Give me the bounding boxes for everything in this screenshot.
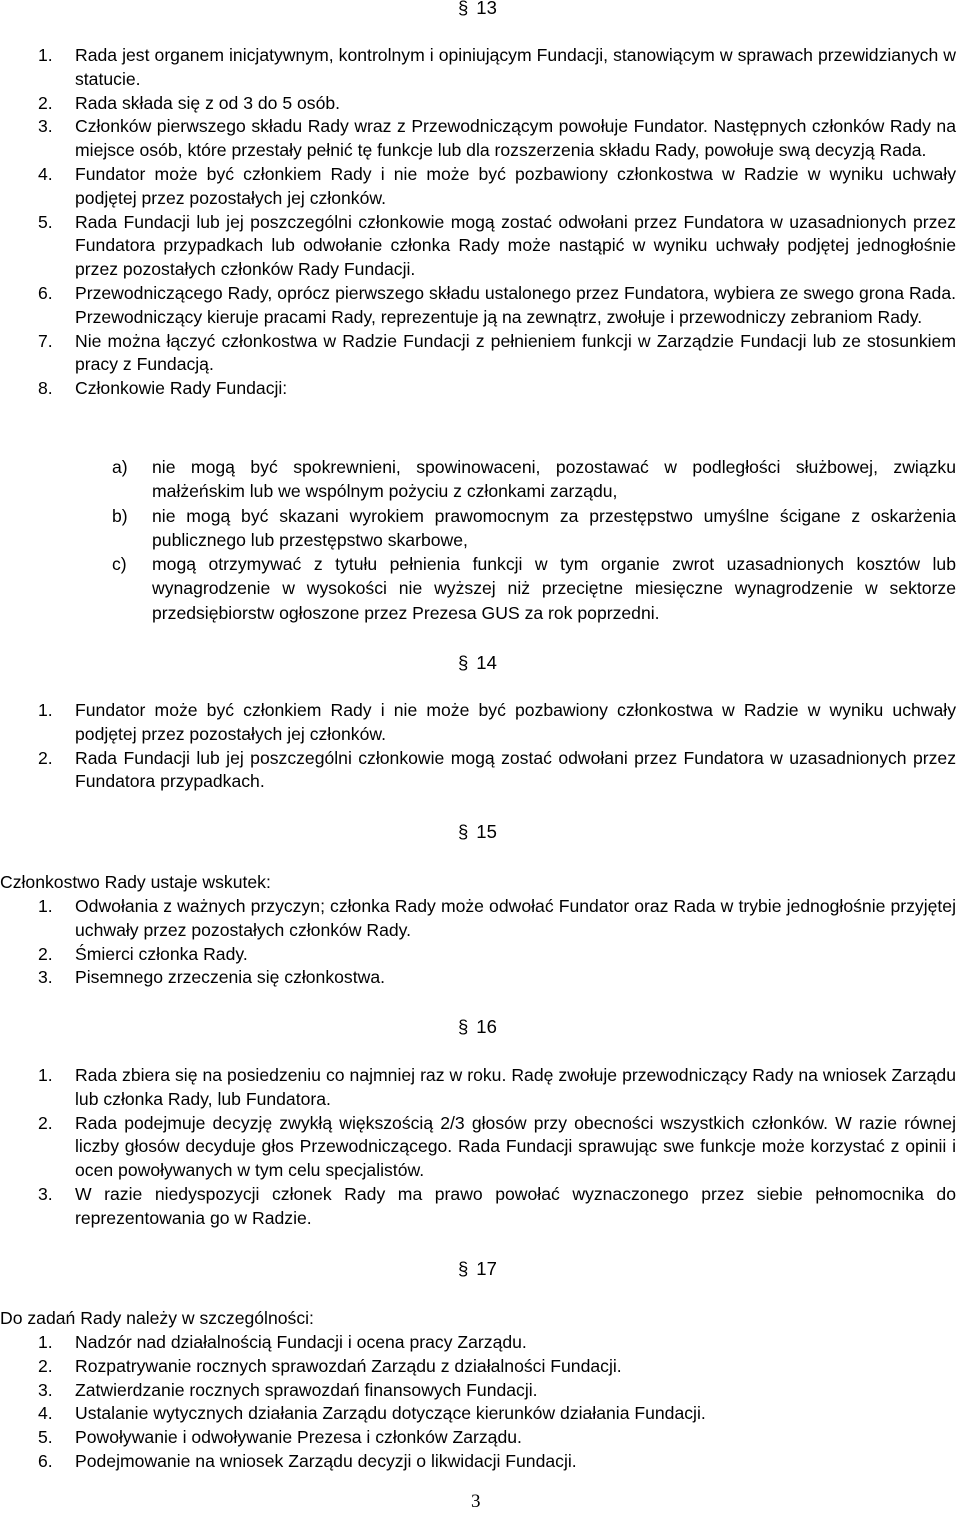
sub-item-letter: b)	[112, 505, 128, 526]
item-number: 8.	[38, 378, 53, 399]
page-number: 3	[471, 1491, 481, 1512]
item-text: Ustalanie wytycznych działania Zarządu dotyczące kierunków działania Fundacji.	[75, 1403, 706, 1424]
item-number: 4.	[38, 1403, 53, 1424]
item-number: 5.	[38, 1427, 53, 1448]
list-item	[38, 966, 956, 990]
section-16-list	[38, 1064, 956, 1231]
item-number: 2.	[38, 1355, 53, 1376]
item-text: Podejmowanie na wniosek Zarządu decyzji o likwidacji Fundacji.	[75, 1450, 577, 1471]
item-number: 4.	[38, 163, 53, 184]
list-item	[38, 115, 956, 163]
sub-item-letter: a)	[112, 457, 128, 477]
list-item	[38, 1379, 956, 1403]
item-number: 3.	[38, 1183, 53, 1204]
section-17-list	[38, 1331, 956, 1474]
item-text: Rozpatrywanie rocznych sprawozdań Zarządu z działalności Fundacji.	[75, 1355, 622, 1376]
section-number: 15	[476, 821, 497, 842]
item-text: Rada jest organem inicjatywnym, kontrolnym i opiniującym Fundacji, stanowiącym w sprawach przewidzianych w statucie.	[75, 45, 956, 89]
section-14-list	[38, 699, 956, 794]
list-item	[38, 1402, 956, 1426]
item-text: Rada podejmuje decyzję zwykłą większością 2/3 głosów przy obecności wszystkich członków. W razie równej liczby głosów decyduje głos Przewodniczącego. Rada Fundacji sprawując swe funkcje może korzystać z opinii i ocen powoływanych w tym celu specjalistów.	[75, 1112, 956, 1181]
section-15-heading	[458, 821, 497, 843]
section-16-heading	[458, 1016, 497, 1038]
section-15-intro: Członkostwo Rady ustaje wskutek:	[0, 872, 271, 892]
item-number: 2.	[38, 92, 53, 113]
sub-item-text: nie mogą być skazani wyrokiem prawomocnym za przestępstwo umyślne ścigane z oskarżenia publicznego lub przestępstwo skarbowe,	[152, 505, 956, 550]
item-number: 1.	[38, 1332, 53, 1352]
item-number: 1.	[38, 700, 53, 720]
item-text: Rada Fundacji lub jej poszczególni członkowie mogą zostać odwołani przez Fundatora w uzasadnionych przez Fundatora przypadkach lub odwołanie członka Rady może nastąpić w wyniku uchwały podjętej jednogłośnie przez pozostałych członków Rady Fundacji.	[75, 211, 956, 280]
section-15-list	[38, 895, 956, 990]
section-number: 14	[476, 652, 497, 673]
item-number: 2.	[38, 747, 53, 768]
list-item	[38, 1112, 956, 1183]
list-item	[38, 211, 956, 282]
item-text: Rada zbiera się na posiedzeniu co najmniej raz w roku. Radę zwołuje przewodniczący Rady na wniosek Zarządu lub członka Rady, lub Fundatora.	[75, 1065, 956, 1109]
section-13-list	[38, 44, 956, 401]
list-item	[38, 377, 956, 401]
item-text: Członków pierwszego składu Rady wraz z Przewodniczącym powołuje Fundator. Następnych członków Rady na miejsce osób, które przestały pełnić tę funkcje lub dla rozszerzenia składu Rady, powołuje swą decyzją Rada.	[75, 116, 956, 161]
list-item	[38, 1064, 956, 1112]
list-item	[38, 1183, 956, 1231]
item-number: 5.	[38, 211, 53, 232]
item-text: Nadzór nad działalnością Fundacji i ocena pracy Zarządu.	[75, 1332, 527, 1352]
list-item	[38, 282, 956, 330]
item-text: Fundator może być członkiem Rady i nie może być pozbawiony członkostwa w Radzie w wyniku uchwały podjętej przez pozostałych jej członków.	[75, 700, 956, 744]
sub-list-item	[112, 504, 956, 553]
item-text: W razie niedyspozycji członek Rady ma prawo powołać wyznaczonego przez siebie pełnomocnika do reprezentowania go w Radzie.	[75, 1183, 956, 1228]
item-number: 2.	[38, 1112, 53, 1133]
sub-list-item	[112, 455, 956, 504]
sub-list-item	[112, 552, 956, 625]
item-number: 3.	[38, 1379, 53, 1400]
sub-item-text: mogą otrzymywać z tytułu pełnienia funkcji w tym organie zwrot uzasadnionych kosztów lub wynagrodzenie w wysokości nie wyższej niż przeciętne miesięczne wynagrodzenie w sektorze przedsiębiorstw ogłoszone przez Prezesa GUS za rok poprzedni.	[152, 554, 956, 623]
list-item	[38, 330, 956, 378]
item-text: Pisemnego zrzeczenia się członkostwa.	[75, 967, 385, 988]
item-text: Fundator może być członkiem Rady i nie może być pozbawiony członkostwa w Radzie w wyniku uchwały podjętej przez pozostałych jej członków.	[75, 163, 956, 208]
list-item	[38, 747, 956, 795]
item-text: Rada Fundacji lub jej poszczególni członkowie mogą zostać odwołani przez Fundatora w uzasadnionych przez Fundatora przypadkach.	[75, 747, 956, 792]
section-14-heading	[458, 652, 497, 674]
list-item	[38, 895, 956, 943]
list-item	[38, 943, 956, 967]
section-number: 17	[476, 1258, 497, 1279]
section-sign: §	[458, 0, 469, 18]
list-item	[38, 1355, 956, 1379]
item-number: 1.	[38, 896, 53, 916]
item-text: Śmierci członka Rady.	[75, 943, 248, 964]
item-text: Zatwierdzanie rocznych sprawozdań finansowych Fundacji.	[75, 1379, 538, 1400]
list-item	[38, 163, 956, 211]
section-sign: §	[458, 821, 469, 842]
section-17-heading	[458, 1258, 497, 1280]
item-text: Powoływanie i odwoływanie Prezesa i członków Zarządu.	[75, 1427, 522, 1448]
item-number: 3.	[38, 116, 53, 137]
section-sign: §	[458, 1258, 469, 1279]
item-number: 2.	[38, 943, 53, 964]
list-item	[38, 92, 956, 116]
list-item	[38, 1426, 956, 1450]
section-number: 13	[476, 0, 497, 18]
section-13-heading	[458, 0, 497, 19]
item-number: 6.	[38, 1450, 53, 1471]
list-item	[38, 699, 956, 747]
sub-item-letter: c)	[112, 554, 127, 575]
section-13-sublist	[112, 455, 956, 625]
list-item	[38, 1331, 956, 1355]
list-item	[38, 1450, 956, 1474]
section-sign: §	[458, 1016, 469, 1037]
section-17-intro: Do zadań Rady należy w szczególności:	[0, 1308, 314, 1328]
item-text: Odwołania z ważnych przyczyn; członka Rady może odwołać Fundator oraz Rada w trybie jednogłośnie przyjętej uchwały przez pozostałych członków Rady.	[75, 896, 956, 940]
item-number: 3.	[38, 967, 53, 988]
item-number: 1.	[38, 45, 53, 65]
item-number: 6.	[38, 282, 53, 303]
list-item	[38, 44, 956, 92]
item-text: Członkowie Rady Fundacji:	[75, 378, 288, 399]
sub-item-text: nie mogą być spokrewnieni, spowinowaceni, pozostawać w podległości służbowej, związku małżeńskim lub we wspólnym pożyciu z członkami zarządu,	[152, 457, 956, 502]
item-number: 1.	[38, 1065, 53, 1085]
item-number: 7.	[38, 330, 53, 351]
section-number: 16	[476, 1016, 497, 1037]
item-text: Nie można łączyć członkostwa w Radzie Fundacji z pełnieniem funkcji w Zarządzie Fundacji lub ze stosunkiem pracy z Fundacją.	[75, 330, 956, 375]
item-text: Rada składa się z od 3 do 5 osób.	[75, 92, 341, 113]
section-sign: §	[458, 652, 469, 673]
item-text: Przewodniczącego Rady, oprócz pierwszego składu ustalonego przez Fundatora, wybiera ze swego grona Rada. Przewodniczący kieruje pracami Rady, reprezentuje ją na zewnątrz, zwołuje i przewodniczy zebraniom Rady.	[75, 282, 956, 327]
